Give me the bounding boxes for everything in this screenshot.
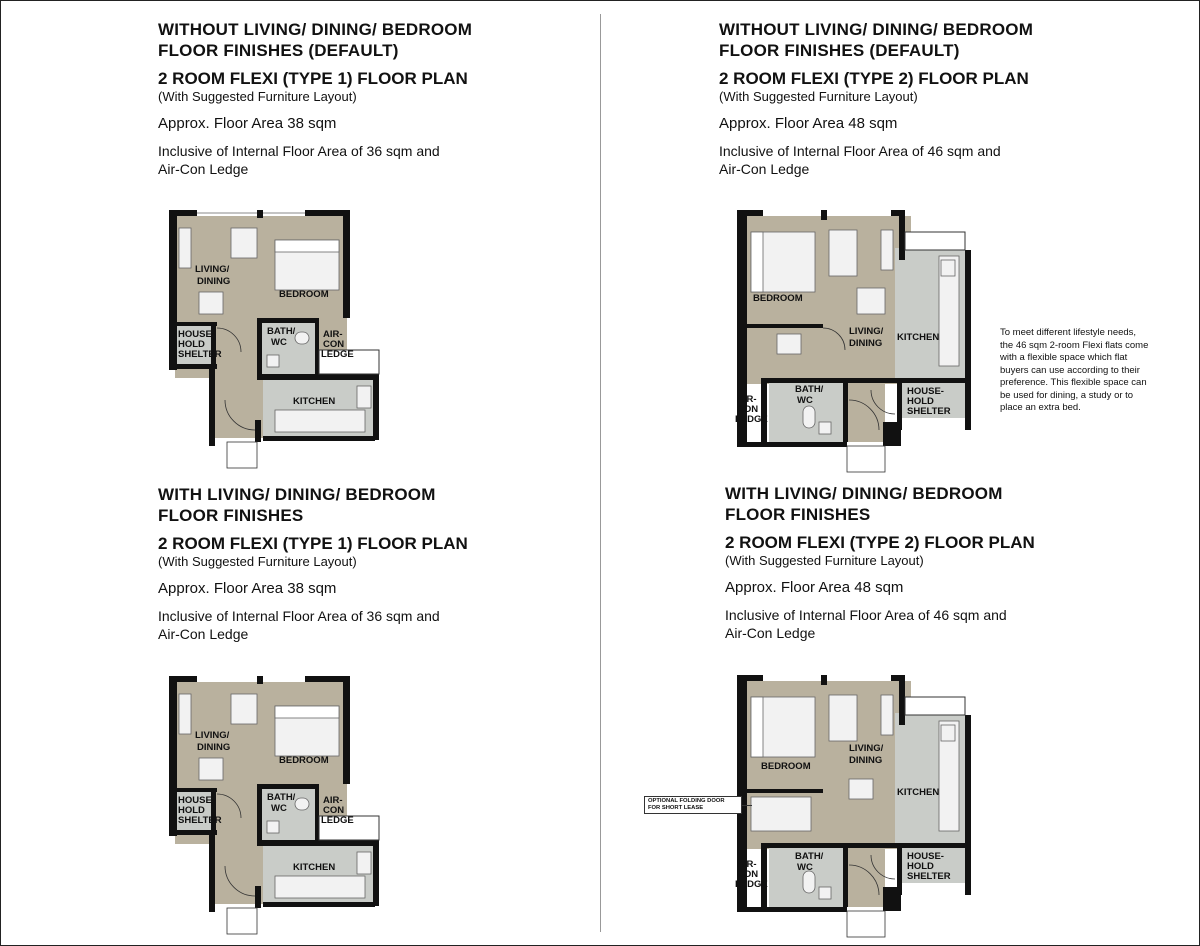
- header-line: FLOOR FINISHES: [158, 506, 304, 525]
- floor-plan-svg: [733, 675, 973, 940]
- flexible-space-note: To meet different lifestyle needs, the 46 sqm 2-room Flexi flats come with a flexible space which flat buyers can use according to their preference. This flexible space can be used for dining, a study or to place an extra bed.: [1000, 327, 1149, 413]
- label-aircon: CON: [737, 404, 759, 415]
- plan-subtitle: (With Suggested Furniture Layout): [158, 89, 357, 104]
- basin: [267, 355, 279, 367]
- folding-door-callout: [644, 796, 742, 814]
- plan-subtitle: (With Suggested Furniture Layout): [719, 89, 918, 104]
- floor-plan-type2-default: [733, 210, 973, 475]
- label-shelter: HOLD: [907, 861, 934, 872]
- label-bedroom: BEDROOM: [279, 755, 329, 766]
- label-kitchen: KITCHEN: [293, 396, 336, 407]
- label-shelter: HOUSE-: [907, 851, 944, 862]
- panel-type1-default: [158, 19, 472, 178]
- plan-subtitle: (With Suggested Furniture Layout): [725, 553, 924, 568]
- inclusive-line: Air-Con Ledge: [158, 626, 249, 642]
- inclusive-line: Inclusive of Internal Floor Area of 36 sqm and: [158, 608, 440, 624]
- header-line: WITHOUT LIVING/ DINING/ BEDROOM: [719, 20, 1034, 39]
- label-shelter: SHELTER: [907, 406, 951, 417]
- floor-area: Approx. Floor Area 48 sqm: [719, 115, 898, 132]
- floor-area: Approx. Floor Area 38 sqm: [158, 580, 337, 597]
- label-kitchen: KITCHEN: [293, 862, 336, 873]
- floor-plan-svg: [165, 210, 390, 470]
- floor-area: Approx. Floor Area 38 sqm: [158, 115, 337, 132]
- label-aircon: AIR-: [323, 329, 343, 340]
- dining-table: [199, 292, 223, 314]
- callout-line: FOR SHORT LEASE: [648, 805, 704, 811]
- label-shelter: SHELTER: [178, 349, 222, 360]
- inclusive-line: Inclusive of Internal Floor Area of 46 sqm and: [719, 143, 1001, 159]
- label-living: LIVING/: [195, 730, 230, 741]
- header-line: FLOOR FINISHES (DEFAULT): [719, 41, 960, 60]
- inclusive-line: Inclusive of Internal Floor Area of 36 sqm and: [158, 143, 440, 159]
- label-shelter: HOUSE-: [178, 795, 215, 806]
- panel-header: [719, 19, 1033, 61]
- label-aircon: LEDGE: [321, 349, 354, 360]
- floor-plan-type1-finishes: [165, 676, 390, 936]
- header-line: WITH LIVING/ DINING/ BEDROOM: [158, 485, 436, 504]
- header-line: WITHOUT LIVING/ DINING/ BEDROOM: [158, 20, 473, 39]
- plan-title: 2 ROOM FLEXI (TYPE 2) FLOOR PLAN: [725, 533, 1035, 552]
- floor-plan-svg: [165, 676, 390, 936]
- plan-subtitle: (With Suggested Furniture Layout): [158, 554, 357, 569]
- callout-leader: [742, 805, 752, 806]
- panel-type1-finishes: [158, 484, 468, 643]
- center-divider: [600, 14, 601, 932]
- label-wc: WC: [797, 395, 813, 406]
- label-bath: BATH/: [267, 792, 296, 803]
- label-aircon: CON: [737, 869, 759, 880]
- panel-type2-default: [719, 19, 1033, 178]
- floor-plan-svg: [733, 210, 973, 475]
- label-dining: DINING: [849, 338, 883, 349]
- label-shelter: HOLD: [178, 339, 205, 350]
- inclusive-line: Inclusive of Internal Floor Area of 46 sqm and: [725, 607, 1007, 623]
- inclusive-text: [725, 606, 1035, 642]
- label-aircon: CON: [323, 339, 345, 350]
- label-shelter: SHELTER: [178, 815, 222, 826]
- label-aircon: AIR-: [737, 859, 757, 870]
- label-shelter: HOUSE-: [178, 329, 215, 340]
- label-shelter: HOLD: [178, 805, 205, 816]
- label-kitchen: KITCHEN: [897, 332, 940, 343]
- label-bath: BATH/: [267, 326, 296, 337]
- header-line: FLOOR FINISHES (DEFAULT): [158, 41, 399, 60]
- panel-header: [158, 19, 472, 61]
- toilet: [295, 332, 309, 344]
- inclusive-text: [719, 142, 1033, 178]
- plan-title: 2 ROOM FLEXI (TYPE 1) FLOOR PLAN: [158, 69, 468, 88]
- header-line: WITH LIVING/ DINING/ BEDROOM: [725, 484, 1003, 503]
- label-wc: WC: [797, 862, 813, 873]
- floor-plan-type1-default: [165, 210, 390, 470]
- tv-console: [179, 228, 191, 268]
- label-aircon: LEDGE: [735, 414, 768, 425]
- floor-area: Approx. Floor Area 48 sqm: [725, 579, 904, 596]
- label-living: LIVING/: [849, 326, 884, 337]
- callout-line: OPTIONAL FOLDING DOOR: [648, 798, 725, 804]
- label-aircon: LEDGE: [735, 879, 768, 890]
- panel-header: [158, 484, 468, 526]
- inclusive-line: Air-Con Ledge: [725, 625, 816, 641]
- label-shelter: HOLD: [907, 396, 934, 407]
- label-living: LIVING/: [849, 743, 884, 754]
- label-bedroom: BEDROOM: [761, 761, 811, 772]
- floor-plan-type2-finishes: [733, 675, 973, 940]
- label-bedroom: BEDROOM: [279, 289, 329, 300]
- plan-title: 2 ROOM FLEXI (TYPE 1) FLOOR PLAN: [158, 534, 468, 553]
- label-wc: WC: [271, 803, 287, 814]
- label-dining: DINING: [197, 276, 231, 287]
- inclusive-text: [158, 607, 468, 643]
- panel-type2-finishes: [725, 483, 1035, 642]
- header-line: FLOOR FINISHES: [725, 505, 871, 524]
- label-shelter: SHELTER: [907, 871, 951, 882]
- inclusive-text: [158, 142, 472, 178]
- label-dining: DINING: [849, 755, 883, 766]
- label-aircon: CON: [323, 805, 345, 816]
- label-shelter: HOUSE-: [907, 386, 944, 397]
- label-kitchen: KITCHEN: [897, 787, 940, 798]
- label-bedroom: BEDROOM: [753, 293, 803, 304]
- label-aircon: LEDGE: [321, 815, 354, 826]
- label-aircon: AIR-: [737, 394, 757, 405]
- kitchen-counter: [275, 410, 365, 432]
- fridge: [357, 386, 371, 408]
- label-dining: DINING: [197, 742, 231, 753]
- inclusive-line: Air-Con Ledge: [158, 161, 249, 177]
- label-bath: BATH/: [795, 851, 824, 862]
- panel-header: [725, 483, 1035, 525]
- label-living: LIVING/: [195, 264, 230, 275]
- plan-title: 2 ROOM FLEXI (TYPE 2) FLOOR PLAN: [719, 69, 1029, 88]
- label-aircon: AIR-: [323, 795, 343, 806]
- label-wc: WC: [271, 337, 287, 348]
- inclusive-line: Air-Con Ledge: [719, 161, 810, 177]
- label-bath: BATH/: [795, 384, 824, 395]
- sofa: [231, 228, 257, 258]
